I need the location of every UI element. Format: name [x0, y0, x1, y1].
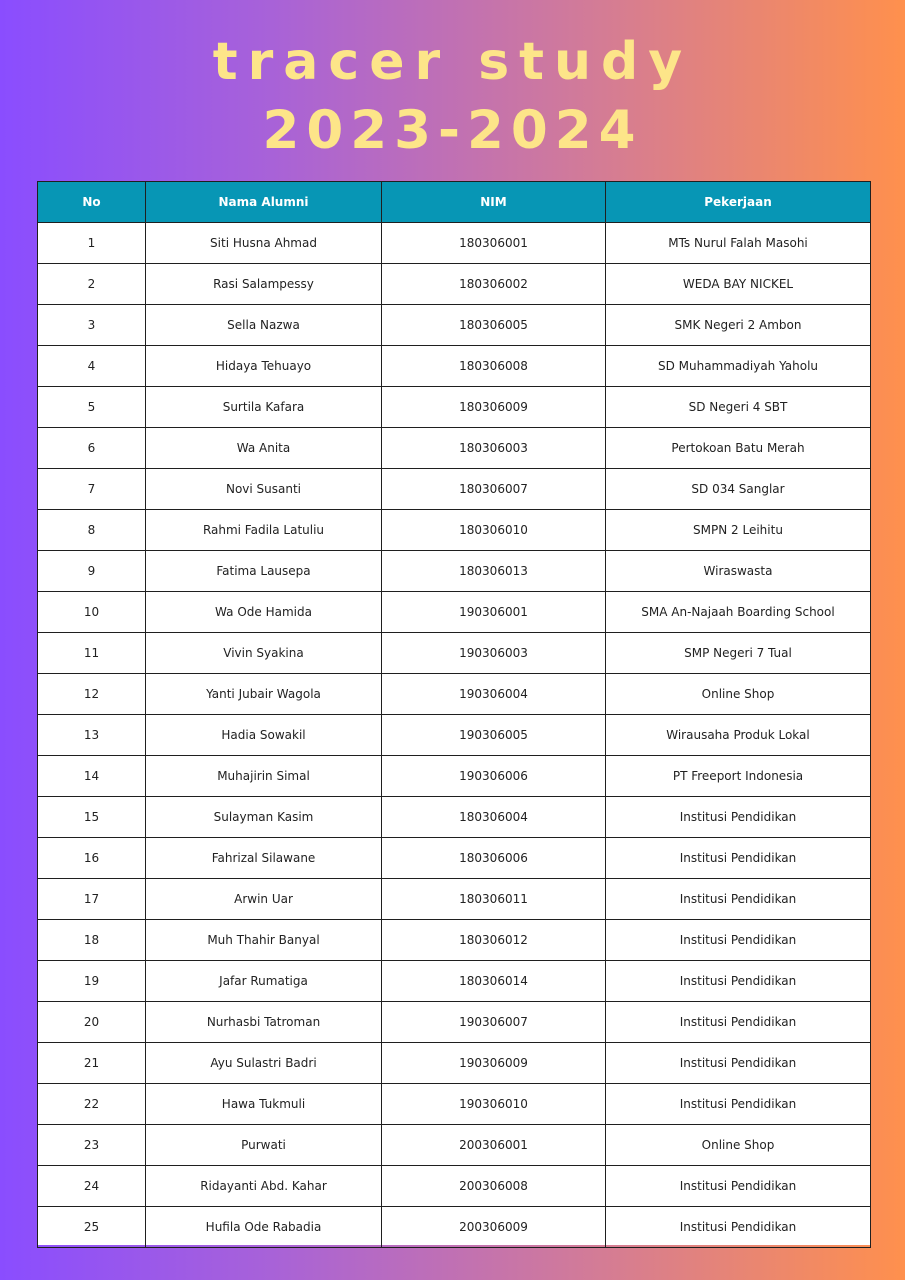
table-row — [38, 305, 871, 346]
cell-name: Siti Husna Ahmad — [146, 223, 382, 264]
cell-nim: 180306009 — [382, 387, 606, 428]
table-body — [38, 223, 871, 1248]
cell-nim: 180306011 — [382, 879, 606, 920]
cell-nim: 180306001 — [382, 223, 606, 264]
cell-job: Online Shop — [606, 1125, 871, 1166]
cell-name: Wa Anita — [146, 428, 382, 469]
table-row — [38, 633, 871, 674]
cell-name: Jafar Rumatiga — [146, 961, 382, 1002]
cell-name: Rahmi Fadila Latuliu — [146, 510, 382, 551]
header-row — [38, 182, 871, 223]
cell-name: Ayu Sulastri Badri — [146, 1043, 382, 1084]
table-row — [38, 223, 871, 264]
cell-nim: 200306001 — [382, 1125, 606, 1166]
cell-no: 16 — [38, 838, 146, 879]
cell-job: SMPN 2 Leihitu — [606, 510, 871, 551]
cell-no: 9 — [38, 551, 146, 592]
table-row — [38, 1043, 871, 1084]
cell-no: 23 — [38, 1125, 146, 1166]
cell-no: 21 — [38, 1043, 146, 1084]
cell-job: Institusi Pendidikan — [606, 1084, 871, 1125]
cell-no: 11 — [38, 633, 146, 674]
table-row — [38, 1166, 871, 1207]
cell-no: 10 — [38, 592, 146, 633]
table-row — [38, 1002, 871, 1043]
cell-no: 6 — [38, 428, 146, 469]
cell-nim: 180306010 — [382, 510, 606, 551]
cell-name: Novi Susanti — [146, 469, 382, 510]
cell-nim: 180306002 — [382, 264, 606, 305]
cell-job: SMP Negeri 7 Tual — [606, 633, 871, 674]
cell-job: SD Negeri 4 SBT — [606, 387, 871, 428]
cell-nim: 180306005 — [382, 305, 606, 346]
cell-no: 19 — [38, 961, 146, 1002]
cell-no: 5 — [38, 387, 146, 428]
cell-no: 4 — [38, 346, 146, 387]
cell-no: 1 — [38, 223, 146, 264]
cell-nim: 180306013 — [382, 551, 606, 592]
header-nim: NIM — [382, 182, 606, 223]
cell-nim: 200306009 — [382, 1207, 606, 1248]
cell-no: 22 — [38, 1084, 146, 1125]
cell-job: Institusi Pendidikan — [606, 1166, 871, 1207]
cell-name: Nurhasbi Tatroman — [146, 1002, 382, 1043]
cell-nim: 190306004 — [382, 674, 606, 715]
table-row — [38, 346, 871, 387]
cell-no: 13 — [38, 715, 146, 756]
header-no: No — [38, 182, 146, 223]
cell-nim: 190306003 — [382, 633, 606, 674]
cell-nim: 190306010 — [382, 1084, 606, 1125]
cell-job: Institusi Pendidikan — [606, 838, 871, 879]
cell-nim: 200306008 — [382, 1166, 606, 1207]
table-header — [38, 182, 871, 223]
table-row — [38, 674, 871, 715]
table-row — [38, 510, 871, 551]
cell-nim: 190306001 — [382, 592, 606, 633]
table-row — [38, 756, 871, 797]
cell-name: Rasi Salampessy — [146, 264, 382, 305]
table-row — [38, 428, 871, 469]
cell-job: PT Freeport Indonesia — [606, 756, 871, 797]
header-name: Nama Alumni — [146, 182, 382, 223]
title-line-1: tracer study — [212, 32, 693, 92]
cell-job: Wirausaha Produk Lokal — [606, 715, 871, 756]
cell-nim: 180306004 — [382, 797, 606, 838]
cell-job: Institusi Pendidikan — [606, 1043, 871, 1084]
table-row — [38, 797, 871, 838]
cell-name: Ridayanti Abd. Kahar — [146, 1166, 382, 1207]
cell-no: 15 — [38, 797, 146, 838]
cell-job: SD Muhammadiyah Yaholu — [606, 346, 871, 387]
cell-job: MTs Nurul Falah Masohi — [606, 223, 871, 264]
cell-no: 14 — [38, 756, 146, 797]
cell-nim: 180306012 — [382, 920, 606, 961]
cell-nim: 180306006 — [382, 838, 606, 879]
cell-no: 20 — [38, 1002, 146, 1043]
cell-job: Institusi Pendidikan — [606, 1002, 871, 1043]
cell-job: Institusi Pendidikan — [606, 879, 871, 920]
cell-name: Vivin Syakina — [146, 633, 382, 674]
cell-name: Sella Nazwa — [146, 305, 382, 346]
cell-name: Hidaya Tehuayo — [146, 346, 382, 387]
cell-no: 18 — [38, 920, 146, 961]
table-row — [38, 920, 871, 961]
cell-no: 3 — [38, 305, 146, 346]
table-row — [38, 551, 871, 592]
cell-name: Muhajirin Simal — [146, 756, 382, 797]
table-row — [38, 838, 871, 879]
table-row — [38, 879, 871, 920]
cell-job: Pertokoan Batu Merah — [606, 428, 871, 469]
cell-nim: 180306014 — [382, 961, 606, 1002]
cell-name: Yanti Jubair Wagola — [146, 674, 382, 715]
table-row — [38, 592, 871, 633]
cell-name: Hawa Tukmuli — [146, 1084, 382, 1125]
cell-name: Surtila Kafara — [146, 387, 382, 428]
cell-name: Hufila Ode Rabadia — [146, 1207, 382, 1248]
cell-name: Fahrizal Silawane — [146, 838, 382, 879]
cell-job: Institusi Pendidikan — [606, 797, 871, 838]
cell-job: Institusi Pendidikan — [606, 1207, 871, 1248]
title-line-2: 2023-2024 — [262, 100, 643, 161]
cell-job: SMK Negeri 2 Ambon — [606, 305, 871, 346]
cell-name: Arwin Uar — [146, 879, 382, 920]
cell-job: WEDA BAY NICKEL — [606, 264, 871, 305]
cell-job: Institusi Pendidikan — [606, 920, 871, 961]
cell-name: Purwati — [146, 1125, 382, 1166]
alumni-table-container — [37, 181, 870, 1245]
table-row — [38, 387, 871, 428]
cell-name: Fatima Lausepa — [146, 551, 382, 592]
header-job: Pekerjaan — [606, 182, 871, 223]
cell-no: 8 — [38, 510, 146, 551]
cell-name: Sulayman Kasim — [146, 797, 382, 838]
alumni-table — [37, 181, 871, 1248]
table-row — [38, 469, 871, 510]
table-row — [38, 715, 871, 756]
cell-nim: 180306003 — [382, 428, 606, 469]
cell-nim: 190306006 — [382, 756, 606, 797]
cell-job: Online Shop — [606, 674, 871, 715]
cell-name: Muh Thahir Banyal — [146, 920, 382, 961]
cell-no: 12 — [38, 674, 146, 715]
table-row — [38, 1125, 871, 1166]
cell-name: Wa Ode Hamida — [146, 592, 382, 633]
table-row — [38, 264, 871, 305]
cell-nim: 180306007 — [382, 469, 606, 510]
cell-no: 7 — [38, 469, 146, 510]
page-title — [0, 28, 905, 161]
table-row — [38, 961, 871, 1002]
cell-job: Wiraswasta — [606, 551, 871, 592]
table-row — [38, 1207, 871, 1248]
table-row — [38, 1084, 871, 1125]
cell-nim: 180306008 — [382, 346, 606, 387]
cell-job: Institusi Pendidikan — [606, 961, 871, 1002]
cell-job: SD 034 Sanglar — [606, 469, 871, 510]
cell-nim: 190306007 — [382, 1002, 606, 1043]
cell-job: SMA An-Najaah Boarding School — [606, 592, 871, 633]
cell-nim: 190306009 — [382, 1043, 606, 1084]
cell-no: 25 — [38, 1207, 146, 1248]
cell-name: Hadia Sowakil — [146, 715, 382, 756]
cell-no: 17 — [38, 879, 146, 920]
cell-nim: 190306005 — [382, 715, 606, 756]
cell-no: 24 — [38, 1166, 146, 1207]
cell-no: 2 — [38, 264, 146, 305]
